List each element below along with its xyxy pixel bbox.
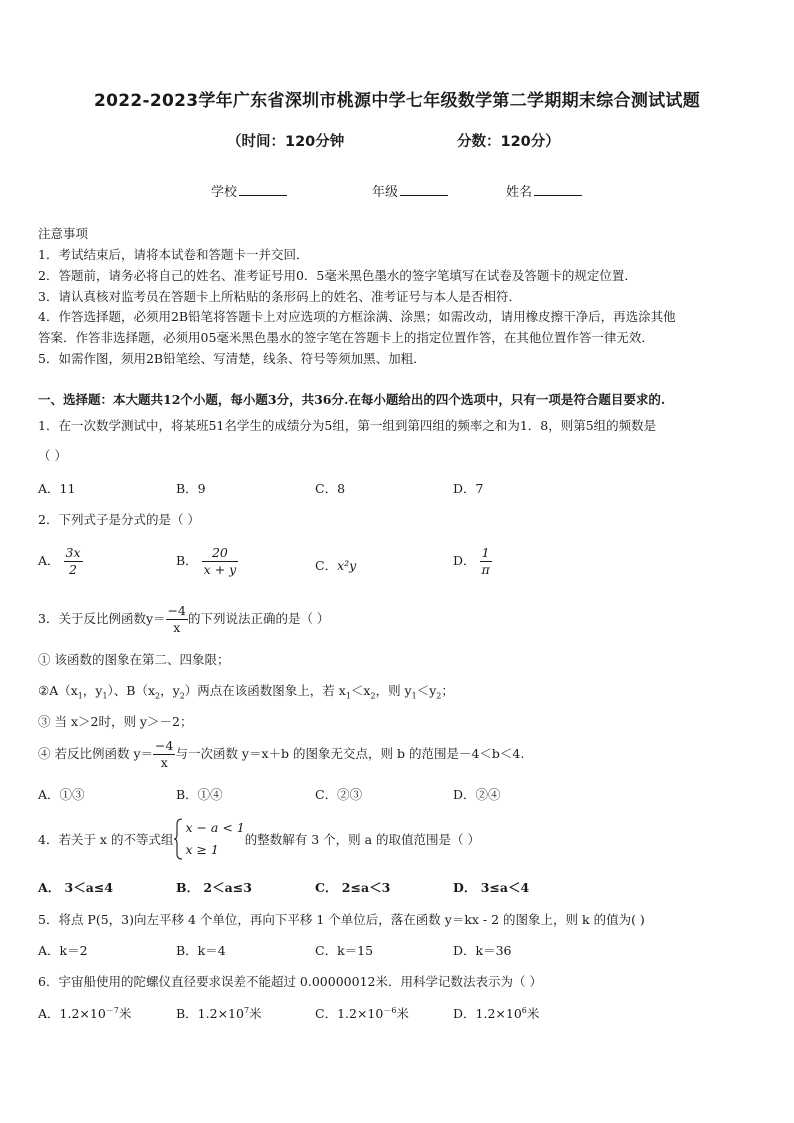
q2-a-fraction <box>64 545 83 578</box>
q3-frac-den: x <box>173 620 181 635</box>
q6-option-b: B．$1.2\times 10^7$米 <box>176 1005 262 1021</box>
q5-option-d: D．k＝36 <box>453 943 512 958</box>
q4-ineq-2: x ≥ 1 <box>185 842 219 857</box>
q2-d-label: D． <box>453 553 476 568</box>
q6-option-d: D．$1.2\times 10^6$米 <box>453 1005 540 1021</box>
q3-s4-post: 与一次函数 y＝x＋b 的图象无交点，则 b 的范围是－4＜b＜4. <box>175 746 525 761</box>
q2-stem: 2．下列式子是分式的是（ ） <box>38 512 200 527</box>
q4-option-b: B． 2＜a≤3 <box>176 880 252 895</box>
grade-label: 年级 <box>372 185 399 200</box>
q2-option-d <box>453 545 492 578</box>
q2-d-num: 1 <box>480 545 492 562</box>
q2-b-label: B． <box>176 553 198 568</box>
q4-option-c: C． 2≤a＜3 <box>315 880 391 895</box>
brace-icon <box>173 818 183 860</box>
q4-stem-pre: 4．若关于 x 的不等式组 <box>38 832 174 847</box>
school-blank <box>239 183 287 196</box>
q3-option-b: B．①④ <box>176 787 223 802</box>
q3-stem <box>38 603 329 636</box>
q2-b-den: x + y <box>203 562 237 577</box>
q3-s4-frac-den: x <box>160 755 168 770</box>
q3-s4-pre: ④ 若反比例函数 y＝ <box>38 746 154 761</box>
q3-statement-1: ① 该函数的图象在第二、四象限； <box>38 652 230 667</box>
notice-heading: 注意事项 <box>38 226 89 241</box>
q3-statement-3: ③ 当 x＞2时，则 y＞－2； <box>38 714 193 729</box>
q5-option-c: C．k＝15 <box>315 943 374 958</box>
q2-c-expr: x²y <box>337 558 357 573</box>
q3-statement-2: $②A(x_1$，$y_1$）、$B(x_2$，$y_2$）两点在该函数图象上，若 $x_1<x_2$，则 $y_1<y_2$； <box>38 683 454 701</box>
school-label: 学校 <box>211 185 238 200</box>
q2-a-label: A． <box>38 553 60 568</box>
q2-b-num: 20 <box>202 545 239 562</box>
q2-a-den: 2 <box>69 562 77 577</box>
q3-option-d: D．②④ <box>453 787 501 802</box>
q6-option-a: A．$1.2\times 10^{-7}$米 <box>38 1005 132 1021</box>
q1-option-d: D．7 <box>453 481 484 496</box>
page-title: 2022-2023学年广东省深圳市桃源中学七年级数学第二学期期末综合测试试题 <box>93 91 701 111</box>
q1-stem: 1．在一次数学测试中，将某班51名学生的成绩分为5组，第一组到第四组的频率之和为1．8，则第5组的频数是 <box>38 418 657 433</box>
notice-item: 2．答题前，请务必将自己的姓名、准考证号用0．5毫米黑色墨水的签字笔填写在试卷及答题卡的规定位置． <box>38 268 637 283</box>
grade-field <box>372 181 448 200</box>
grade-blank <box>400 183 448 196</box>
name-field <box>506 181 582 200</box>
q2-d-den: π <box>481 562 490 577</box>
q4-ineq-1: x − a < 1 <box>185 820 245 835</box>
q1-paren: （ ） <box>38 448 67 463</box>
q3-s4-frac-num: −4 <box>155 738 174 753</box>
notice-item: 5．如需作图，须用2B铅笔绘、写清楚，线条、符号等须加黑、加粗． <box>38 351 426 366</box>
section-heading: 一、选择题：本大题共12个小题，每小题3分，共36分.在每小题给出的四个选项中，只有一项是符合题目要求的. <box>38 392 666 407</box>
q3-s4-fraction <box>153 738 175 771</box>
q3-fraction <box>166 603 188 636</box>
name-label: 姓名 <box>506 185 533 200</box>
q3-stem-post: 的下列说法正确的是（ ） <box>187 611 330 626</box>
q3-stem-pre: 3．关于反比例函数y＝ <box>38 611 166 626</box>
q2-option-a <box>38 545 83 578</box>
notice-item: 4．作答选择题，必须用2B铅笔将答题卡上对应选项的方框涂满、涂黑；如需改动，请用橡皮擦干净后，再选涂其他 <box>38 309 676 324</box>
q4-stem-post: 的整数解有 3 个，则 a 的取值范围是（ ） <box>244 832 481 847</box>
q4-option-a: A． 3＜a≤4 <box>38 880 114 895</box>
q2-d-fraction <box>480 545 492 578</box>
q3-frac-num: −4 <box>167 603 186 618</box>
notice-item: 答案．作答非选择题，必须用05毫米黑色墨水的签字笔在答题卡上的指定位置作答，在其他位置作答一律无效． <box>38 330 654 345</box>
q4-stem <box>38 817 480 861</box>
score-label: 分数：120分） <box>457 134 560 150</box>
name-blank <box>534 183 582 196</box>
q3-statement-4 <box>38 738 524 771</box>
q2-option-c <box>315 556 356 574</box>
q2-option-b <box>176 545 238 578</box>
q3-option-a: A．①③ <box>38 787 85 802</box>
q2-c-label: C． <box>315 558 338 573</box>
school-field <box>211 181 287 200</box>
q5-option-a: A．k＝2 <box>38 943 88 958</box>
q6-stem: 6．宇宙船使用的陀螺仪直径要求误差不能超过 0.00000012米．用科学记数法表示为（ ） <box>38 974 542 989</box>
notice-item: 1．考试结束后，请将本试卷和答题卡一并交回． <box>38 247 309 262</box>
q1-option-b: B．9 <box>176 481 206 496</box>
q4-inequality-system <box>173 817 244 861</box>
q1-option-c: C．8 <box>315 481 346 496</box>
q1-option-a: A．11 <box>38 481 76 496</box>
q3-option-c: C．②③ <box>315 787 363 802</box>
notice-item: 3．请认真核对监考员在答题卡上所粘贴的条形码上的姓名、准考证号与本人是否相符． <box>38 289 521 304</box>
time-label: （时间：120分钟 <box>227 134 345 150</box>
q5-option-b: B．k＝4 <box>176 943 226 958</box>
q2-a-num: 3x <box>65 545 81 560</box>
q6-option-c: C．$1.2\times 10^{-6}$米 <box>315 1005 409 1021</box>
q2-b-fraction <box>202 545 239 578</box>
q4-option-d: D． 3≤a＜4 <box>453 880 530 895</box>
q5-stem: 5．将点 P(5，3)向左平移 4 个单位，再向下平移 1 个单位后，落在函数 y＝kx - 2 的图象上，则 k 的值为( ) <box>38 912 645 927</box>
